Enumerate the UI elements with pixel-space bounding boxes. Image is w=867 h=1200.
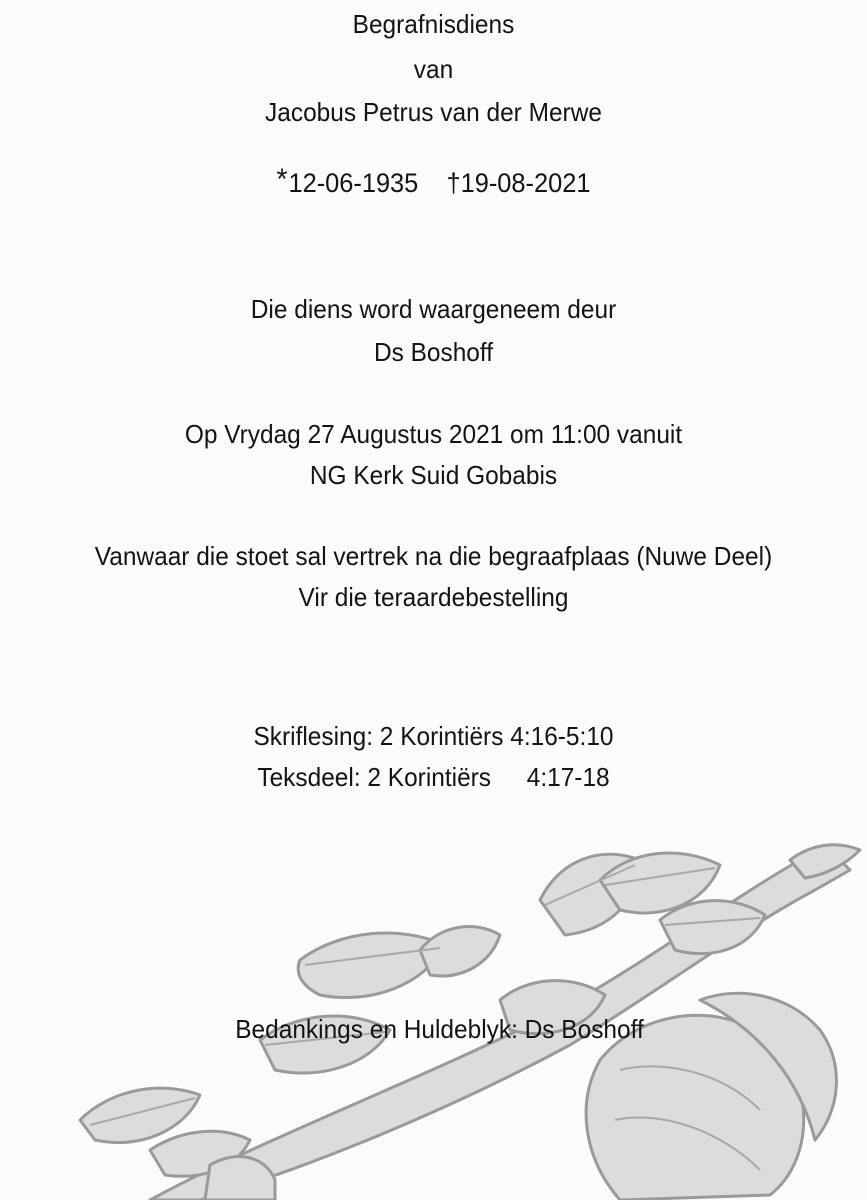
deceased-name: Jacobus Petrus van der Merwe xyxy=(265,97,602,127)
service-venue: NG Kerk Suid Gobabis xyxy=(309,460,558,490)
birth-date: 12-06-1935 xyxy=(288,168,419,198)
scripture-text-ref: 4:17-18 xyxy=(526,762,610,792)
birth-symbol: * xyxy=(276,163,288,196)
service-title-van: van xyxy=(413,54,454,84)
service-title: Begrafnisdiens xyxy=(352,9,515,39)
scripture-reading-label: Skriflesing: 2 Korintiërs xyxy=(253,721,504,751)
scripture-reading xyxy=(26,720,841,752)
scripture-text-label: Teksdeel: 2 Korintiërs xyxy=(257,762,492,792)
officiant-line: Die diens word waargeneem deur xyxy=(250,294,617,324)
death-date: 19-08-2021 xyxy=(460,168,591,198)
officiant-name: Ds Boshoff xyxy=(373,337,494,367)
service-date-time: Op Vrydag 27 Augustus 2021 om 11:00 vanuit xyxy=(184,419,683,449)
burial-line: Vir die teraardebestelling xyxy=(298,582,569,612)
scripture-reading-ref: 4:16-5:10 xyxy=(510,721,614,751)
life-dates xyxy=(26,164,841,199)
procession-line: Vanwaar die stoet sal vertrek na die begraafplaas (Nuwe Deel) xyxy=(94,541,773,571)
thanks-tribute-line: Bedankings en Huldeblyk: Ds Boshoff xyxy=(235,1014,644,1044)
death-symbol: † xyxy=(446,168,461,198)
scripture-text xyxy=(26,761,841,793)
